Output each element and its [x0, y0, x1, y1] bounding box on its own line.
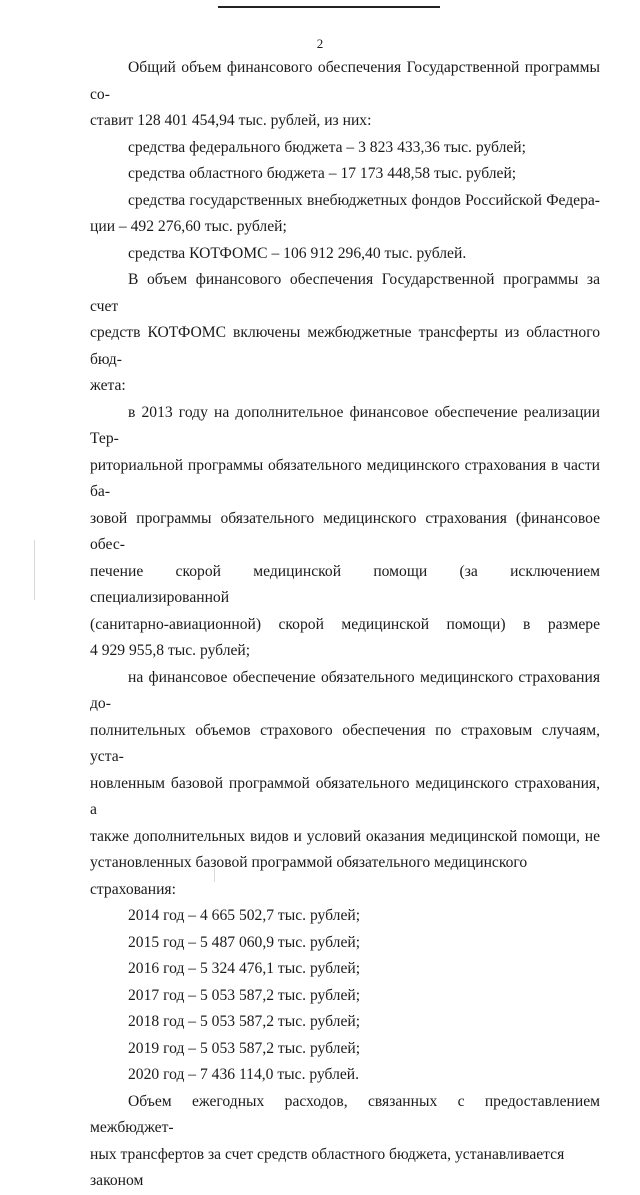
text-line: (санитарно-авиационной) скорой медицинской помощи) в размере — [90, 615, 600, 633]
text-line: установленных базовой программой обязательного медицинского страхования: — [90, 854, 528, 898]
text-line: жета: — [90, 377, 126, 394]
text-line: ции – 492 276,60 тыс. рублей; — [90, 218, 287, 235]
text-line: риториальной программы обязательного медицинского страхования в части ба- — [90, 456, 600, 500]
text-line: печение скорой медицинской помощи (за исключением специализированной — [90, 562, 600, 606]
paragraph-total-funding — [90, 55, 600, 135]
text-line: Общий объем финансового обеспечения Государственной программы со- — [90, 59, 600, 103]
year-item-2020: 2020 год – 7 436 114,0 тыс. рублей. — [128, 1066, 360, 1083]
year-item-2019: 2019 год – 5 053 587,2 тыс. рублей; — [128, 1039, 361, 1057]
text-line: полнительных объемов страхового обеспечения по страховым случаям, уста- — [90, 721, 600, 765]
year-item-2015: 2015 год – 5 487 060,9 тыс. рублей; — [128, 933, 361, 951]
year-item-2014: 2014 год – 4 665 502,7 тыс. рублей; — [128, 907, 361, 924]
paragraph-federal-budget: средства федерального бюджета – 3 823 433,36 тыс. рублей; — [128, 138, 526, 156]
text-line: В объем финансового обеспечения Государственной программы за счет — [90, 271, 600, 315]
text-line: зовой программы обязательного медицинского страхования (финансовое обес- — [90, 509, 600, 553]
paragraph-2013-funding — [90, 400, 600, 665]
year-item-2016: 2016 год – 5 324 476,1 тыс. рублей; — [128, 960, 361, 977]
text-line: в 2013 году на дополнительное финансовое обеспечение реализации Тер- — [90, 403, 600, 447]
text-line: ставит 128 401 454,94 тыс. рублей, из них: — [90, 112, 372, 129]
text-line: 4 929 955,8 тыс. рублей; — [90, 642, 251, 659]
text-line: новленным базовой программой обязательного медицинского страхования, а — [90, 774, 600, 818]
paragraph-transfers-intro — [90, 267, 600, 400]
year-item-2018: 2018 год – 5 053 587,2 тыс. рублей; — [128, 1013, 361, 1030]
text-line: средства государственных внебюджетных фондов Российской Федера- — [128, 191, 600, 209]
paragraph-regional-budget: средства областного бюджета – 17 173 448,58 тыс. рублей; — [128, 165, 517, 182]
document-body — [90, 55, 600, 1195]
text-line: также дополнительных видов и условий оказания медицинской помощи, не — [90, 827, 600, 845]
paragraph-kotfoms: средства КОТФОМС – 106 912 296,40 тыс. рублей. — [128, 244, 467, 262]
paragraph-annual-expenses — [90, 1089, 600, 1195]
top-rule — [218, 6, 440, 8]
text-line: Объем ежегодных расходов, связанных с предоставлением межбюджет- — [90, 1092, 600, 1136]
text-line: средств КОТФОМС включены межбюджетные трансферты из областного бюд- — [90, 324, 600, 368]
paragraph-extrabudgetary-funds — [90, 188, 600, 241]
page-number: 2 — [316, 36, 324, 51]
text-line: ных трансфертов за счет средств областного бюджета, устанавливается законом — [90, 1145, 565, 1189]
text-line: на финансовое обеспечение обязательного медицинского страхования до- — [90, 668, 600, 712]
year-item-2017: 2017 год – 5 053 587,2 тыс. рублей; — [128, 986, 361, 1004]
paragraph-additional-insurance — [90, 665, 600, 904]
scan-mark — [34, 540, 35, 600]
